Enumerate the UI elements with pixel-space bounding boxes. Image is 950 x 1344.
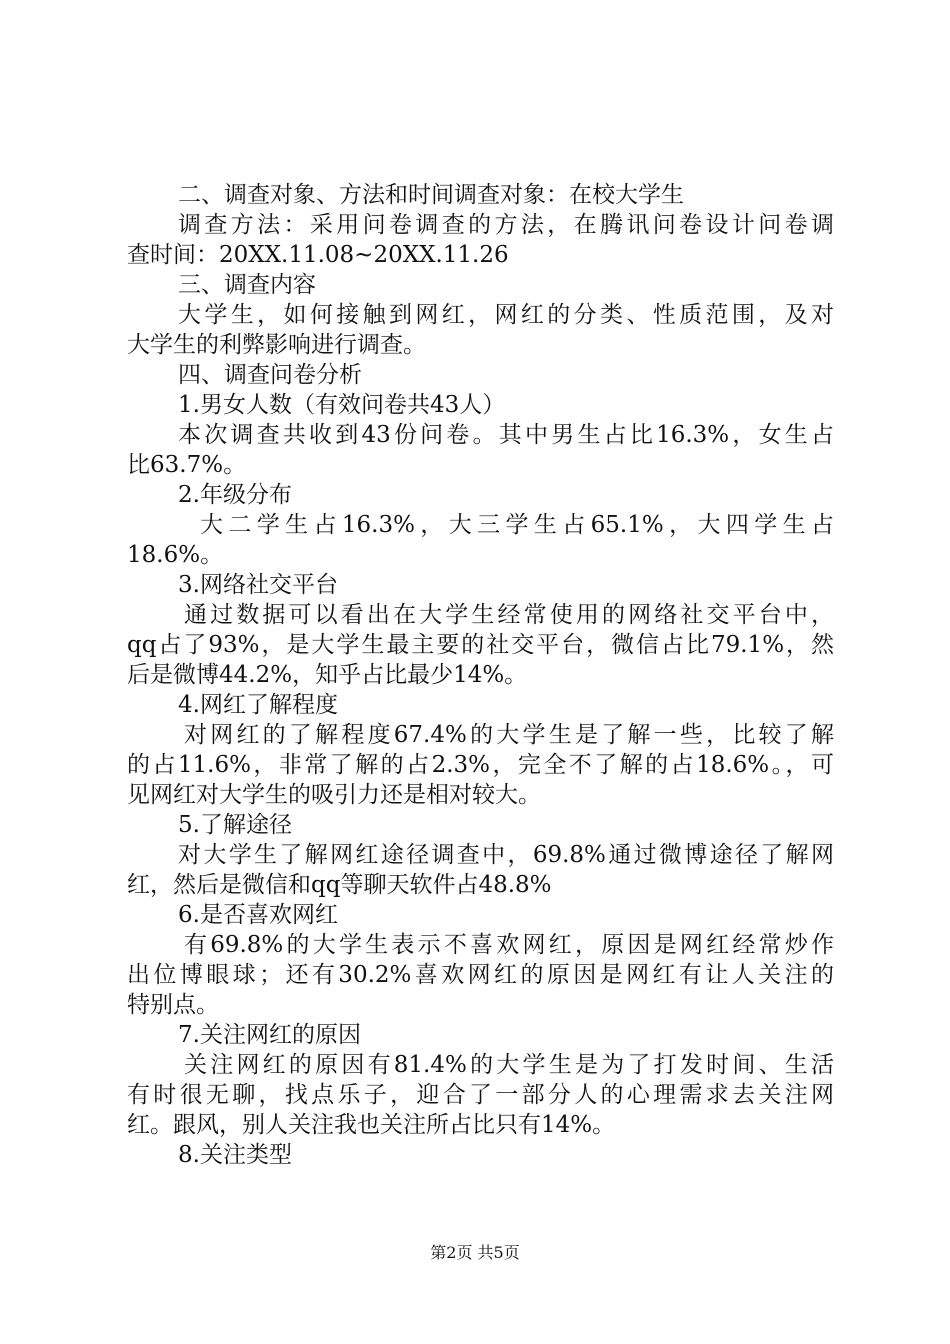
- paragraph-line: 特别点。: [127, 992, 219, 1018]
- paragraph-line: 对网红的了解程度67.4%的大学生是了解一些，比较了解: [184, 722, 834, 748]
- paragraph-line: 大学生的利弊影响进行调查。: [127, 332, 426, 358]
- paragraph-line: 查时间：20XX.11.08~20XX.11.26: [127, 242, 509, 268]
- paragraph-line: 见网红对大学生的吸引力还是相对较大。: [127, 782, 541, 808]
- paragraph-line: 通过数据可以看出在大学生经常使用的网络社交平台中，: [184, 602, 834, 628]
- paragraph-line: 关注网红的原因有81.4%的大学生是为了打发时间、生活: [184, 1052, 834, 1078]
- subsection-heading: 1.男女人数（有效问卷共43人）: [178, 392, 506, 418]
- paragraph-line: 18.6%。: [127, 542, 224, 568]
- paragraph-line: 比63.7%。: [127, 452, 247, 478]
- paragraph-line: 本次调查共收到43份问卷。其中男生占比16.3%，女生占: [178, 422, 834, 448]
- paragraph-line: 出位博眼球；还有30.2%喜欢网红的原因是网红有让人关注的: [127, 962, 834, 988]
- paragraph-line: 有69.8%的大学生表示不喜欢网红，原因是网红经常炒作: [184, 932, 834, 958]
- subsection-heading: 2.年级分布: [178, 482, 292, 508]
- subsection-heading: 8.关注类型: [178, 1142, 292, 1168]
- paragraph-line: 后是微博44.2%，知乎占比最少14%。: [127, 662, 528, 688]
- paragraph-line: 的占11.6%，非常了解的占2.3%，完全不了解的占18.6%。，可: [127, 752, 834, 778]
- paragraph-line: 大二学生占16.3%，大三学生占65.1%，大四学生占: [200, 512, 834, 538]
- paragraph-line: qq占了93%，是大学生最主要的社交平台，微信占比79.1%，然: [127, 632, 834, 658]
- paragraph-line: 大学生，如何接触到网红，网红的分类、性质范围，及对: [178, 302, 834, 328]
- section-heading-2: 二、调查对象、方法和时间调查对象：在校大学生: [178, 182, 684, 208]
- page-number-footer: 第2页 共5页: [430, 1243, 520, 1262]
- paragraph-line: 有时很无聊，找点乐子，迎合了一部分人的心理需求去关注网: [127, 1082, 834, 1108]
- subsection-heading: 4.网红了解程度: [178, 692, 338, 718]
- subsection-heading: 6.是否喜欢网红: [178, 902, 338, 928]
- paragraph-line: 调查方法：采用问卷调查的方法，在腾讯问卷设计问卷调: [178, 212, 834, 238]
- paragraph-line: 红，然后是微信和qq等聊天软件占48.8%: [127, 872, 552, 898]
- subsection-heading: 5.了解途径: [178, 812, 292, 838]
- subsection-heading: 7.关注网红的原因: [178, 1022, 361, 1048]
- paragraph-line: 对大学生了解网红途径调查中，69.8%通过微博途径了解网: [178, 842, 834, 868]
- paragraph-line: 红。跟风，别人关注我也关注所占比只有14%。: [127, 1112, 616, 1138]
- section-heading-3: 三、调查内容: [178, 272, 316, 298]
- subsection-heading: 3.网络社交平台: [178, 572, 338, 598]
- section-heading-4: 四、调查问卷分析: [178, 362, 362, 388]
